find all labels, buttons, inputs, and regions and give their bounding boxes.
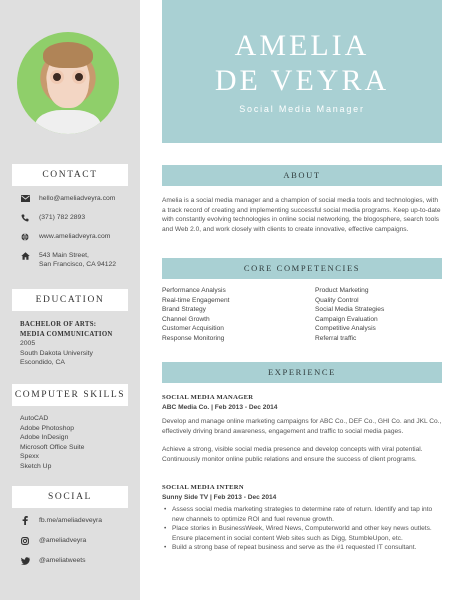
competency-item: Social Media Strategies (315, 306, 385, 314)
competency-item: Quality Control (315, 296, 359, 304)
globe-icon (20, 232, 30, 241)
contact-heading: CONTACT (12, 164, 128, 186)
contact-address-line2: San Francisco, CA 94122 (39, 261, 117, 268)
name-first: AMELIA (234, 29, 370, 62)
sidebar (0, 0, 140, 600)
education-year: 2005 (20, 340, 36, 348)
education-block (20, 320, 113, 368)
education-degree-line1: BACHELOR OF ARTS: (20, 321, 97, 328)
social-facebook[interactable]: fb.me/ameliadeveyra (39, 517, 103, 524)
social-instagram-row (20, 536, 86, 545)
list-item: • Place stories in BusinessWeek, Wired News, Computerworld and other key news outlets. Ensure placement in social content Web sites such as Digg, StumbleUpon, etc. (162, 524, 442, 543)
competency-item: Performance Analysis (162, 287, 226, 294)
contact-email-row (20, 194, 115, 203)
competency-item: Real-time Engagement (162, 296, 230, 304)
contact-website[interactable]: www.ameliadveyra.com (39, 233, 111, 240)
contact-address-row (20, 251, 116, 269)
skill-item: AutoCAD (20, 415, 49, 422)
contact-phone: (371) 782 2893 (39, 214, 86, 221)
job1-para2: Achieve a strong, visible social media presence and develop concepts with viral potential. Continuously monitor online public relations and ensure the success of client programs. (162, 446, 423, 463)
name-banner (162, 0, 442, 143)
competencies-left (162, 286, 229, 344)
social-twitter[interactable]: @ameliatweets (39, 557, 86, 564)
contact-address-line1: 543 Main Street, (39, 252, 89, 259)
job2-bullets (162, 505, 442, 553)
twitter-icon (20, 556, 30, 565)
skills-list (20, 414, 84, 472)
contact-email[interactable]: hello@ameliadveyra.com (39, 195, 116, 202)
social-facebook-row (20, 516, 102, 525)
job1-title: SOCIAL MEDIA MANAGER (162, 394, 254, 401)
education-degree-line2: MEDIA COMMUNICATION (20, 330, 113, 338)
job2-company: Sunny Side TV | Feb 2013 - Dec 2014 (162, 494, 277, 501)
phone-icon (20, 213, 30, 222)
competencies-right (315, 286, 384, 344)
job-title: Social Media Manager (239, 104, 365, 114)
education-heading: EDUCATION (12, 289, 128, 311)
job1-company: ABC Media Co. | Feb 2013 - Dec 2014 (162, 404, 278, 411)
contact-phone-row (20, 213, 85, 222)
instagram-icon (20, 536, 30, 545)
competency-item: Brand Strategy (162, 306, 206, 314)
competency-item: Response Monitoring (162, 334, 225, 342)
about-heading: ABOUT (162, 165, 442, 186)
skill-item: Adobe InDesign (20, 434, 69, 442)
competency-item: Customer Acquisition (162, 325, 224, 333)
name-last: DE VEYRA (214, 64, 390, 97)
skill-item: Spexx (20, 453, 39, 461)
social-heading: SOCIAL (12, 486, 128, 508)
competency-item: Referral traffic (315, 334, 357, 342)
social-instagram[interactable]: @ameliadveyra (39, 537, 87, 544)
profile-photo (17, 32, 119, 134)
education-school: South Dakota University (20, 349, 93, 357)
competency-item: Competitive Analysis (315, 325, 376, 333)
skill-item: Microsoft Office Suite (20, 443, 85, 451)
job2-title: SOCIAL MEDIA INTERN (162, 484, 244, 491)
competency-item: Campaign Evaluation (315, 315, 378, 323)
home-icon (20, 251, 30, 260)
competency-item: Product Marketing (315, 287, 369, 294)
skill-item: Adobe Photoshop (20, 424, 75, 432)
job1-para1: Develop and manage online marketing campaigns for ABC Co., DEF Co., GHI Co. and JKL Co., effectively driving brand awareness, engagement and traffic to social media pages. (162, 418, 442, 435)
about-text: Amelia is a social media manager and a champion of social media tools and technologies, with a track record of creating and implementing successful social media programs. Keep up-to-date with constantly evolving technologies in online social networking, the blogosphere, search tools and Web 2.0, and work closely with clients to create innovative, effective campaigns. (162, 197, 441, 233)
list-item: • Build a strong base of repeat business and serve as the #1 requested IT consultant. (162, 543, 442, 553)
social-twitter-row (20, 556, 86, 565)
competencies-heading: CORE COMPETENCIES (162, 258, 442, 279)
facebook-icon (20, 516, 30, 525)
skill-item: Sketch Up (20, 462, 52, 470)
envelope-icon (20, 194, 30, 203)
skills-heading: COMPUTER SKILLS (12, 384, 128, 406)
education-location: Escondido, CA (20, 359, 65, 367)
experience-heading: EXPERIENCE (162, 362, 442, 383)
contact-website-row (20, 232, 110, 241)
competency-item: Channel Growth (162, 315, 210, 323)
list-item: • Assess social media marketing strategies to determine rate of return. Identify and tap into new channels to optimize ROI and fuel revenue growth. (162, 505, 442, 524)
